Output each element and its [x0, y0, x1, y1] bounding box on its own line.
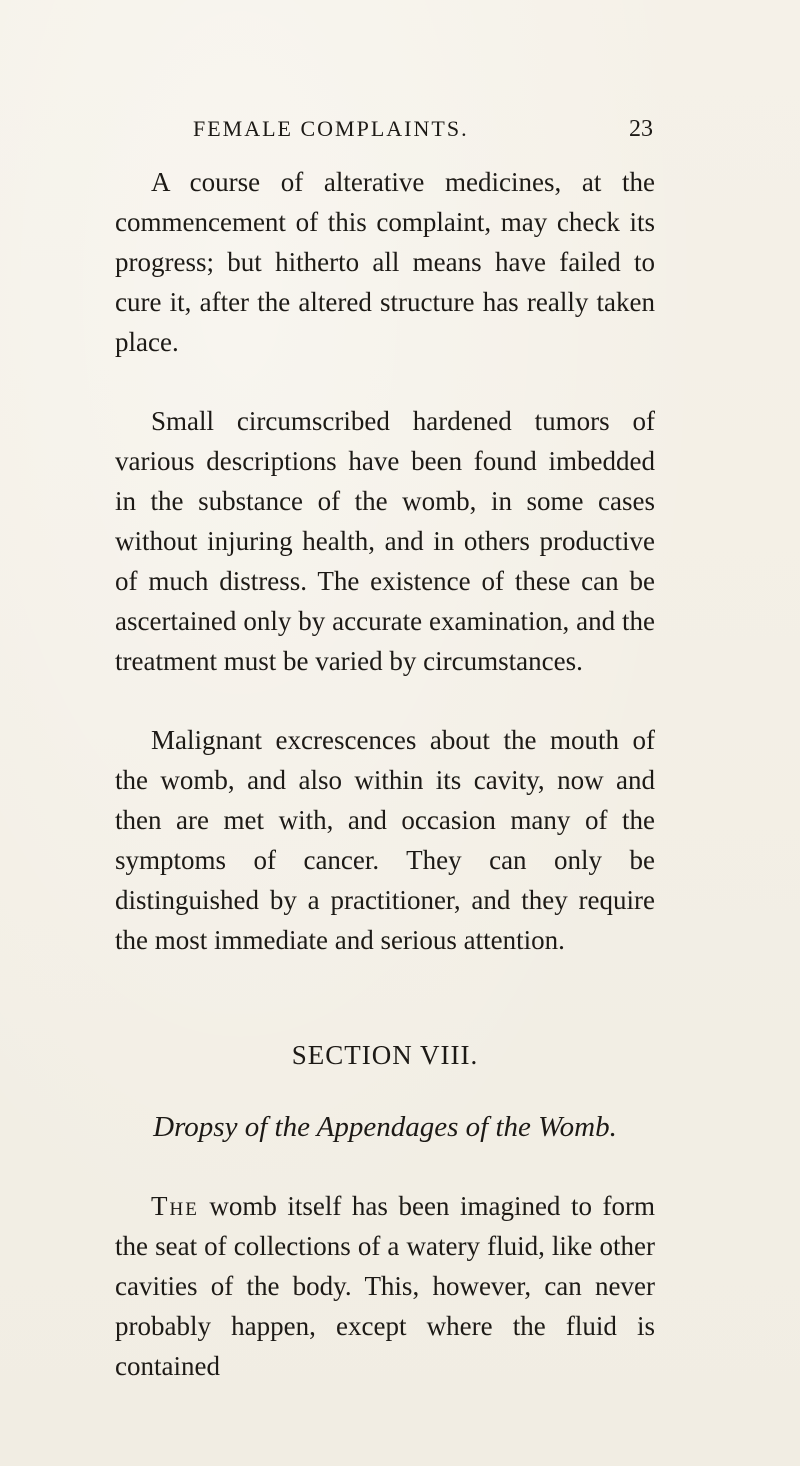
paragraph-4 [115, 1186, 655, 1386]
section-heading: SECTION VIII. [291, 1040, 479, 1070]
section-subtitle: Dropsy of the Appendages of the Womb. [153, 1111, 617, 1143]
page-header [0, 113, 800, 145]
paragraph-1: A course of alterative medicines, at the commencement of this complaint, may check its progress; but hitherto all means have failed to cure it, after the altered structure has really taken place. [115, 167, 655, 357]
lead-word: The [151, 1191, 199, 1221]
running-title: FEMALE COMPLAINTS. [193, 116, 469, 141]
body-text [115, 162, 655, 1386]
page-number: 23 [629, 116, 653, 142]
paragraph-2: Small circumscribed hardened tumors of various descriptions have been found imbedded in the substance of the womb, in some cases without injuring health, and in others productive of much distress. The existence of these can be ascertained only by accurate examination, and the treatment must be varied by circumstances. [115, 406, 655, 676]
paragraph-4-text: womb itself has been imagined to form the seat of collections of a watery fluid, like other cavities of the body. This, however, can never probably happen, except where the fluid is contained [115, 1191, 655, 1381]
paragraph-3: Malignant excrescences about the mouth of the womb, and also within its cavity, now and then are met with, and occasion many of the symptoms of cancer. They can only be distinguished by a practitioner, and they require the most immediate and serious attention. [115, 725, 655, 955]
